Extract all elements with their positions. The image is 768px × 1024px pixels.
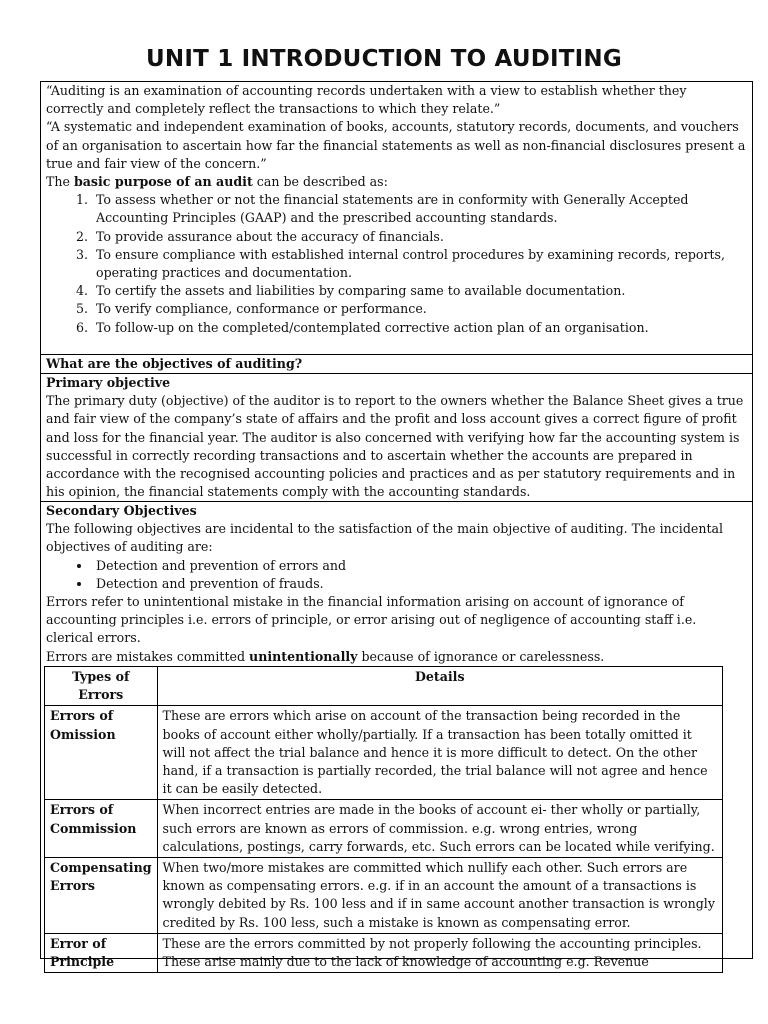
content-box <box>40 81 753 970</box>
primary-objective-section <box>41 373 752 501</box>
errors-mistake-note: Errors are mistakes committed unintentionally because of ignorance or carelessness. <box>46 648 605 664</box>
definition-1: “Auditing is an examination of accounting records undertaken with a view to establish whether they correctly and completely reflect the transactions to which they relate.” <box>46 83 687 117</box>
error-type-cell: Compensating Errors <box>45 858 158 934</box>
purpose-list <box>46 191 747 337</box>
error-details-cell: These are errors which arise on account of the transaction being recorded in the books of account either wholly/partially. If a transaction has been totally omitted it will not affect the trial balance and hence it is more difficult to detect. On the other hand, if a transaction is partially recorded, the trial balance will not agree and hence it can be easily detected. <box>157 706 722 800</box>
list-item: 5. To verify compliance, conformance or performance. <box>92 300 747 318</box>
secondary-heading: Secondary Objectives <box>46 503 197 518</box>
error-details-cell: These are the errors committed by not properly following the accounting principles. These arise mainly due to the lack of knowledge of accounting e.g. Revenue <box>157 933 722 972</box>
column-header-details: Details <box>157 667 722 706</box>
list-item: 4. To certify the assets and liabilities by comparing same to available documentation. <box>92 282 747 300</box>
column-header-types: Types of Errors <box>45 667 158 706</box>
objectives-question: What are the objectives of auditing? <box>46 356 303 371</box>
list-item: 6. To follow-up on the completed/contemplated corrective action plan of an organisation. <box>92 319 747 337</box>
list-item: 2. To provide assurance about the accuracy of financials. <box>92 228 747 246</box>
list-item: 3. To ensure compliance with established internal control procedures by examining records, reports, operating practices and documentation. <box>92 246 747 282</box>
error-type-cell: Errors of Commission <box>45 800 158 858</box>
table-row <box>45 933 723 972</box>
error-details-cell: When incorrect entries are made in the books of account ei- ther wholly or partially, such errors are known as errors of commission. e.g. wrong entries, wrong calculations, postings, carry forwards, etc. Such errors can be located while verifying. <box>157 800 722 858</box>
error-types-table <box>44 666 723 973</box>
list-item: 1. To assess whether or not the financial statements are in conformity with Generally Accepted Accounting Principles (GAAP) and the prescribed accounting standards. <box>92 191 747 227</box>
primary-text: The primary duty (objective) of the auditor is to report to the owners whether the Balance Sheet gives a true and fair view of the company’s state of affairs and the profit and loss account gives a correct figure of profit and loss for the financial year. The auditor is also concerned with verifying how far the accounting system is successful in correctly recording transactions and to ascertain whether the accounts are prepared in accordance with the recognised accounting policies and practices and as per statutory requirements and in his opinion, the financial statements comply with the accounting standards. <box>46 393 744 500</box>
primary-heading: Primary objective <box>46 375 171 390</box>
objectives-question-section <box>41 354 752 373</box>
table-row <box>45 706 723 800</box>
definitions-section <box>41 82 752 354</box>
secondary-bullets <box>46 557 747 593</box>
table-row <box>45 800 723 858</box>
table-header-row <box>45 667 723 706</box>
errors-definition: Errors refer to unintentional mistake in the financial information arising on account of ignorance of accounting principles i.e. errors of principle, or error arising out of negligence of accounting staff i.e. clerical errors. <box>46 594 697 646</box>
page-title: UNIT 1 INTRODUCTION TO AUDITING <box>146 46 622 72</box>
list-item: • Detection and prevention of frauds. <box>92 575 747 593</box>
table-row <box>45 858 723 934</box>
definition-2: “A systematic and independent examination of books, accounts, statutory records, documents, and vouchers of an organisation to ascertain how far the financial statements as well as non-financial disclosures present a true and fair view of the concern.” <box>46 119 746 171</box>
error-details-cell: When two/more mistakes are committed which nullify each other. Such errors are known as compensating errors. e.g. if in an account the amount of a transactions is wrongly debited by Rs. 100 less and if in same account another transaction is wrongly credited by Rs. 100 less, such a mistake is known as compensating error. <box>157 858 722 934</box>
purpose-intro: The basic purpose of an audit can be described as: <box>46 174 388 190</box>
error-type-cell: Errors of Omission <box>45 706 158 800</box>
secondary-text: The following objectives are incidental to the satisfaction of the main objective of auditing. The incidental objectives of auditing are: <box>46 521 724 555</box>
list-item: • Detection and prevention of errors and <box>92 557 747 575</box>
error-type-cell: Error of Principle <box>45 933 158 972</box>
